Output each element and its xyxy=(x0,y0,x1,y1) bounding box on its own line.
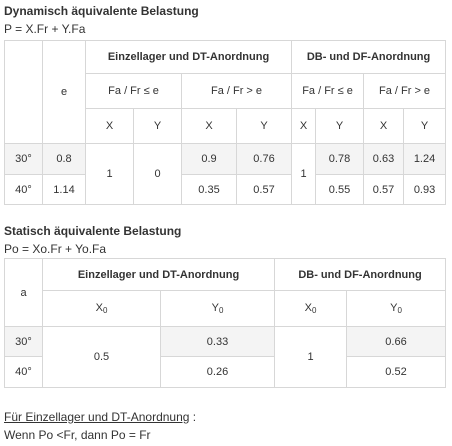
y-header: Y xyxy=(316,109,364,144)
single-le-x-cell: 1 xyxy=(86,144,134,205)
db-df-group-header: DB- und DF-Anordnung xyxy=(292,41,446,74)
dynamic-title: Dynamisch äquivalente Belastung xyxy=(4,4,199,18)
single-gt-y-cell: 0.76 xyxy=(237,144,292,175)
angle-cell: 30° xyxy=(5,144,43,175)
note-label: Für Einzellager und DT-Anordnung xyxy=(4,410,190,424)
a-header: a xyxy=(5,259,43,327)
e-cell: 1.14 xyxy=(43,175,86,205)
db-gt-x-cell: 0.57 xyxy=(364,175,404,205)
single-gt-y-cell: 0.57 xyxy=(237,175,292,205)
static-db-y0-cell: 0.52 xyxy=(347,357,446,388)
db-gt-y-cell: 0.93 xyxy=(404,175,446,205)
static-single-y0-cell: 0.26 xyxy=(161,357,275,388)
static-single-y0-cell: 0.33 xyxy=(161,327,275,357)
y0-header: $Y_0$ xyxy=(347,291,446,327)
dynamic-load-table xyxy=(4,40,446,205)
static-db-y0-cell: 0.66 xyxy=(347,327,446,357)
e-cell: 0.8 xyxy=(43,144,86,175)
y0-header: $Y_0$ xyxy=(161,291,275,327)
x-header: X xyxy=(364,109,404,144)
x-header: X xyxy=(182,109,237,144)
single-dt-group-header: Einzellager und DT-Anordnung xyxy=(86,41,292,74)
static-formula: Po = Xo.Fr + Yo.Fa xyxy=(4,242,107,256)
note-colon: : xyxy=(189,410,197,424)
y-header: Y xyxy=(237,109,292,144)
x-header: X xyxy=(292,109,316,144)
angle-cell: 30° xyxy=(5,327,43,357)
db-cond-le: Fa / Fr ≤ e xyxy=(292,74,364,109)
static-title: Statisch äquivalente Belastung xyxy=(4,224,182,238)
x0-header: $X_0$ xyxy=(275,291,347,327)
static-single-x0-cell: 0.5 xyxy=(43,327,161,388)
y-header: Y xyxy=(404,109,446,144)
single-gt-x-cell: 0.35 xyxy=(182,175,237,205)
single-gt-x-cell: 0.9 xyxy=(182,144,237,175)
x-header: X xyxy=(86,109,134,144)
static-load-table xyxy=(4,258,446,388)
db-gt-y-cell: 1.24 xyxy=(404,144,446,175)
static-db-x0-cell: 1 xyxy=(275,327,347,388)
note-rule: Wenn Po <Fr, dann Po = Fr xyxy=(4,428,151,442)
single-cond-gt: Fa / Fr > e xyxy=(182,74,292,109)
db-le-y-cell: 0.55 xyxy=(316,175,364,205)
static-db-df-group-header: DB- und DF-Anordnung xyxy=(275,259,446,291)
e-header: e xyxy=(43,41,86,144)
dynamic-formula: P = X.Fr + Y.Fa xyxy=(4,22,86,36)
y-header: Y xyxy=(134,109,182,144)
single-le-y-cell: 0 xyxy=(134,144,182,205)
angle-header-cell xyxy=(5,41,43,144)
note-line xyxy=(4,410,196,424)
static-single-dt-group-header: Einzellager und DT-Anordnung xyxy=(43,259,275,291)
db-le-y-cell: 0.78 xyxy=(316,144,364,175)
angle-cell: 40° xyxy=(5,175,43,205)
x0-header: $X_0$ xyxy=(43,291,161,327)
db-gt-x-cell: 0.63 xyxy=(364,144,404,175)
db-cond-gt: Fa / Fr > e xyxy=(364,74,446,109)
single-cond-le: Fa / Fr ≤ e xyxy=(86,74,182,109)
db-le-x-cell: 1 xyxy=(292,144,316,205)
angle-cell: 40° xyxy=(5,357,43,388)
